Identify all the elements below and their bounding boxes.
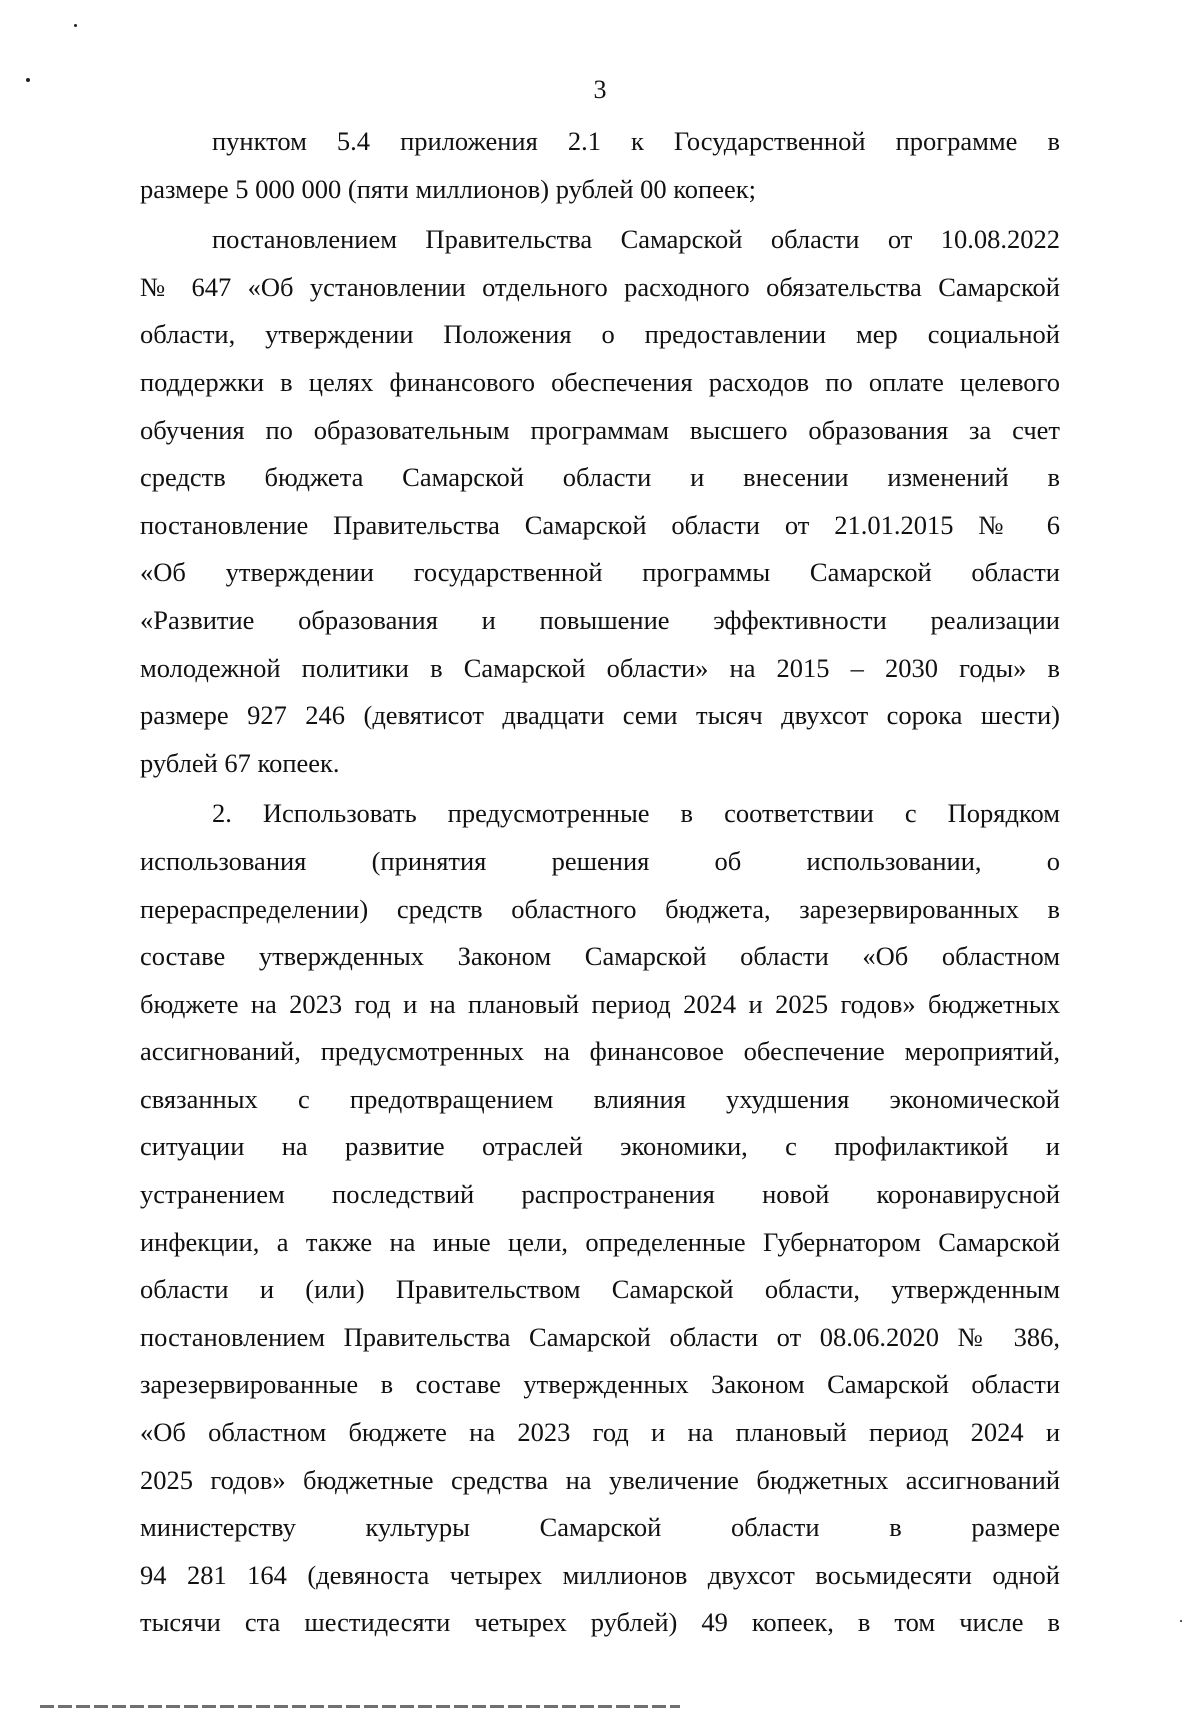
text-line: 2. Использовать предусмотренные в соответствии с Порядком xyxy=(212,798,1060,829)
text-line: размере 927 246 (девятисот двадцати семи тысяч двухсот сорока шести) xyxy=(140,700,1060,731)
text-line: тысячи ста шестидесяти четырех рублей) 49 копеек, в том числе в xyxy=(140,1607,1060,1638)
text-line: размере 5 000 000 (пяти миллионов) рублей 00 копеек; xyxy=(140,173,756,204)
text-line: постановлением Правительства Самарской области от 08.06.2020 № 386, xyxy=(140,1321,1060,1352)
text-line: «Развитие образования и повышение эффективности реализации xyxy=(140,604,1060,635)
text-line: поддержки в целях финансового обеспечения расходов по оплате целевого xyxy=(140,366,1060,397)
text-line: рублей 67 копеек. xyxy=(140,747,340,778)
text-line: перераспределении) средств областного бюджета, зарезервированных в xyxy=(140,893,1060,924)
text-line: области, утверждении Положения о предоставлении мер социальной xyxy=(140,319,1060,350)
text-line: использования (принятия решения об использовании, о xyxy=(140,845,1060,876)
text-line: связанных с предотвращением влияния ухудшения экономической xyxy=(140,1083,1060,1114)
text-line: постановление Правительства Самарской области от 21.01.2015 № 6 xyxy=(140,509,1060,540)
text-line: бюджете на 2023 год и на плановый период 2024 и 2025 годов» бюджетных xyxy=(140,988,1060,1019)
paragraph-2 xyxy=(140,216,1060,787)
scan-speck xyxy=(74,24,77,27)
text-line: средств бюджета Самарской области и внесении изменений в xyxy=(140,462,1060,493)
text-line: министерству культуры Самарской области в размере xyxy=(140,1512,1060,1543)
text-line: ситуации на развитие отраслей экономики, с профилактикой и xyxy=(140,1131,1060,1162)
text-line: «Об утверждении государственной программы Самарской области xyxy=(140,557,1060,588)
text-line: устранением последствий распространения новой коронавирусной xyxy=(140,1179,1060,1210)
text-line: постановлением Правительства Самарской области от 10.08.2022 xyxy=(212,224,1060,255)
scan-speck xyxy=(26,78,30,82)
text-line: области и (или) Правительством Самарской области, утвержденным xyxy=(140,1274,1060,1305)
text-line: молодежной политики в Самарской области» на 2015 – 2030 годы» в xyxy=(140,652,1060,683)
document-body xyxy=(140,118,1060,1647)
text-line: пунктом 5.4 приложения 2.1 к Государственной программе в xyxy=(212,126,1060,156)
text-line: инфекции, а также на иные цели, определенные Губернатором Самарской xyxy=(140,1226,1060,1257)
paragraph-3 xyxy=(140,790,1060,1647)
text-line: 2025 годов» бюджетные средства на увеличение бюджетных ассигнований xyxy=(140,1464,1060,1495)
paragraph-1 xyxy=(140,118,1060,213)
text-line: зарезервированные в составе утвержденных Законом Самарской области xyxy=(140,1369,1060,1400)
text-line: № 647 «Об установлении отдельного расходного обязательства Самарской xyxy=(140,271,1060,302)
text-line: составе утвержденных Законом Самарской области «Об областном xyxy=(140,941,1060,972)
text-line: «Об областном бюджете на 2023 год и на плановый период 2024 и xyxy=(140,1417,1060,1448)
scan-edge-line xyxy=(40,1705,680,1708)
text-line: обучения по образовательным программам высшего образования за счет xyxy=(140,414,1060,445)
text-line: 94 281 164 (девяноста четырех миллионов двухсот восьмидесяти одной xyxy=(140,1559,1060,1590)
page-number: 3 xyxy=(593,75,607,104)
scan-speck xyxy=(1180,1620,1182,1622)
text-line: ассигнований, предусмотренных на финансовое обеспечение мероприятий, xyxy=(140,1036,1060,1067)
